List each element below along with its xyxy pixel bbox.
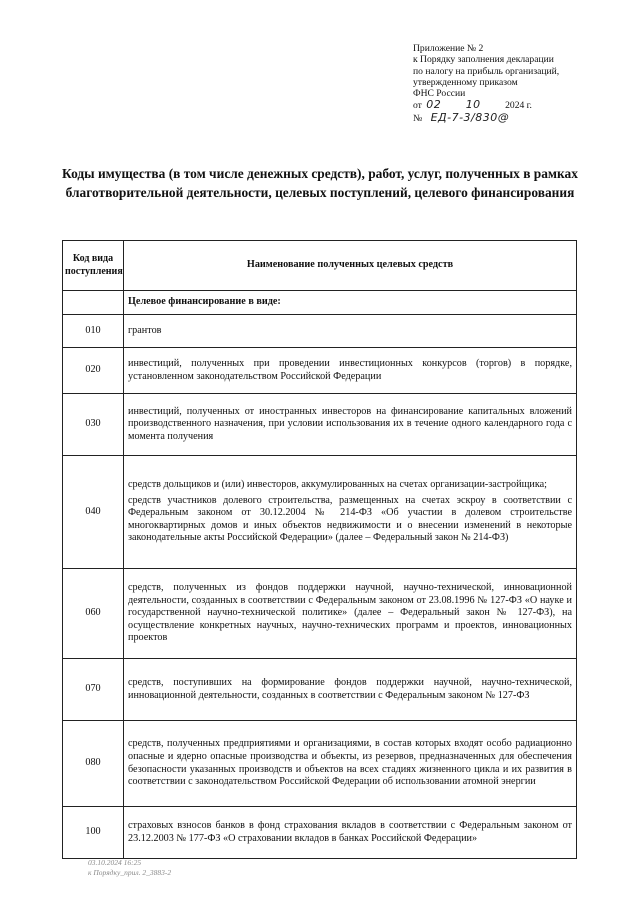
appendix-line: Приложение № 2 <box>413 43 484 54</box>
appendix-line: к Порядку заполнения декларации <box>413 54 554 66</box>
row-name <box>124 807 577 859</box>
footer-stamp <box>88 858 288 877</box>
row-code: 040 <box>63 456 124 569</box>
number-prefix: № <box>413 112 423 124</box>
footer-line: 03.10.2024 16:25 <box>88 858 142 867</box>
row-code: 080 <box>63 721 124 807</box>
row-text: средств участников долевого строительства, размещенных на счетах эскроу в соответствии с Федеральным законом от 30.12.2004 № 214-ФЗ «Об участии в долевом строительстве многоквартирных домов и иных объектов недвижимости и о внесении изменений в некоторые законодательные акты Российской Федерации» (далее – Федеральный закон № 214-ФЗ) <box>128 494 572 544</box>
row-name <box>124 315 577 348</box>
codes-table <box>62 240 577 859</box>
appendix-block <box>413 43 613 124</box>
row-name <box>124 456 577 569</box>
date-month: 10 <box>465 98 481 112</box>
row-name <box>124 569 577 659</box>
table-row <box>63 807 577 859</box>
row-name <box>124 721 577 807</box>
table-row <box>63 394 577 456</box>
row-text: средств, поступивших на формирование фондов поддержки научной, научно-технической, инновационной деятельности, созданных в соответствии с Федеральным законом № 127-ФЗ <box>128 676 572 701</box>
row-text: грантов <box>128 324 162 336</box>
appendix-line: утвержденному приказом <box>413 76 518 88</box>
row-text: инвестиций, полученных от иностранных инвесторов на финансирование капитальных вложений производственного назначения, при условии использования их в течение одного календарного года с момента получения <box>128 405 572 442</box>
appendix-line: по налогу на прибыль организаций, <box>413 65 560 77</box>
row-name <box>124 659 577 721</box>
row-code: 010 <box>63 315 124 348</box>
row-text: средств, полученных предприятиями и организациями, в состав которых входят особо радиационно опасные и ядерно опасные производства и объекты, из резервов, предназначенных для обеспечения безопасности указанных производств и объектов на всех стадиях жизненного цикла и их развития в соответствии с законодательством Российской Федерации об использовании атомной энергии <box>128 738 572 788</box>
table-row <box>63 721 577 807</box>
footer-line: к Порядку_прил. 2_3883-2 <box>88 867 172 877</box>
row-text: страховых взносов банков в фонд страхования вкладов в соответствии с Федеральным законом от 23.12.2003 № 177-ФЗ «О страховании вкладов в банках Российской Федерации» <box>128 819 572 844</box>
number-value: ЕД-7-3/830@ <box>430 110 510 124</box>
page-title: Коды имущества (в том числе денежных средств), работ, услуг, полученных в рамках благотворительной деятельности, целевых поступлений, целевого финансирования <box>62 166 578 200</box>
row-text: средств дольщиков и (или) инвесторов, аккумулированных на счетах организации-застройщика; <box>128 479 548 491</box>
section-label: Целевое финансирование в виде: <box>124 291 577 315</box>
row-name <box>124 348 577 394</box>
table-row <box>63 348 577 394</box>
header-name: Наименование полученных целевых средств <box>124 241 577 291</box>
table-header-row <box>63 241 577 291</box>
section-code-cell <box>63 291 124 315</box>
order-number <box>413 112 613 124</box>
date-year: 2024 г. <box>505 100 532 112</box>
row-name <box>124 394 577 456</box>
row-code: 020 <box>63 348 124 394</box>
date-prefix: от <box>413 100 422 112</box>
appendix-line: ФНС России <box>413 88 466 100</box>
row-text: средств, полученных из фондов поддержки научной, научно-технической, инновационной деятельности, созданных в соответствии с Федеральным законом от 23.08.1996 № 127-ФЗ «О науке и государственной научно-технической политике» (далее – Федеральный закон № 127-ФЗ), на осуществление конкретных научных, научно-технических программ и проектов, инновационных проектов <box>128 582 572 644</box>
header-code: Код вида поступления <box>63 241 124 291</box>
row-text: инвестиций, полученных при проведении инвестиционных конкурсов (торгов) в порядке, установленном законодательством Российской Федерации <box>128 357 572 382</box>
date-day: 02 <box>426 98 442 112</box>
table-row <box>63 569 577 659</box>
table-row <box>63 456 577 569</box>
section-row <box>63 291 577 315</box>
row-code: 100 <box>63 807 124 859</box>
row-code: 060 <box>63 569 124 659</box>
table-row <box>63 659 577 721</box>
row-code: 030 <box>63 394 124 456</box>
table-row <box>63 315 577 348</box>
order-date <box>413 99 613 111</box>
row-code: 070 <box>63 659 124 721</box>
